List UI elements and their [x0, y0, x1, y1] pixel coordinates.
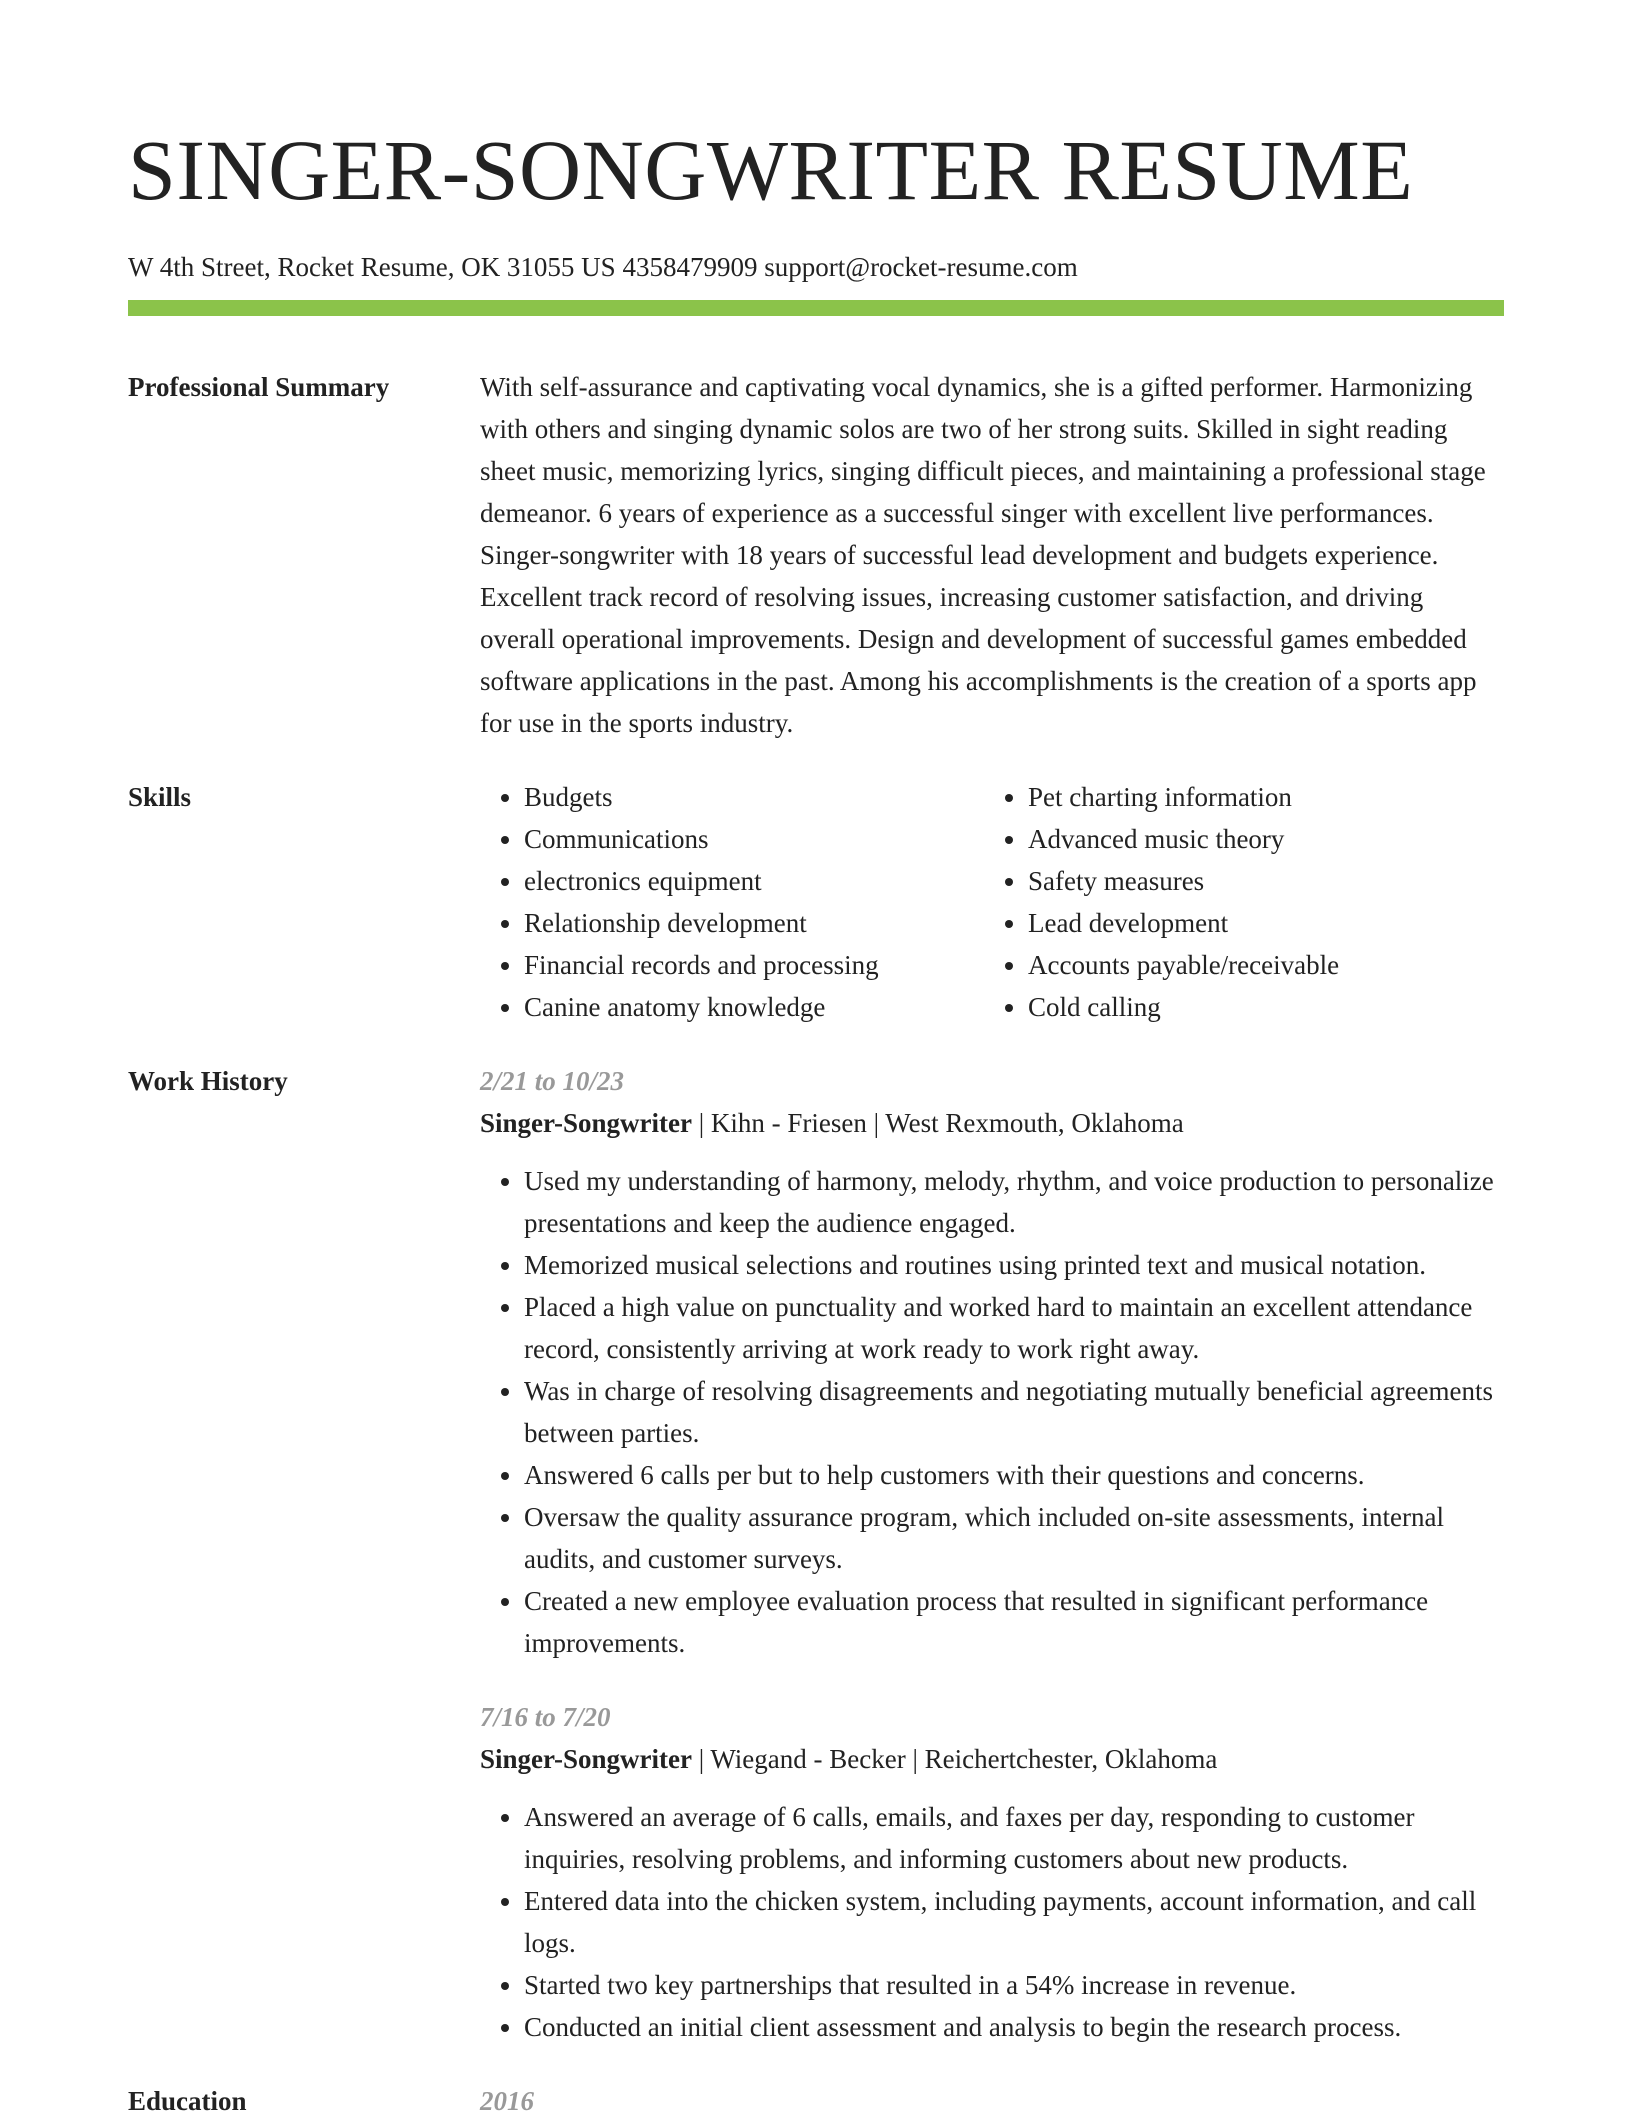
contact-line: W 4th Street, Rocket Resume, OK 31055 US 4358479909 support@rocket-resume.com	[128, 252, 1078, 282]
skill-item: • Canine anatomy knowledge	[524, 986, 984, 1028]
skill-item: • Pet charting information	[1028, 776, 1488, 818]
job-title: Singer-Songwriter	[480, 1108, 692, 1138]
job-title: Singer-Songwriter	[480, 1744, 692, 1774]
skill-item: • Communications	[524, 818, 984, 860]
summary-text: With self-assurance and captivating vocal dynamics, she is a gifted performer. Harmonizing with others and singing dynamic solos are two of her strong suits. Skilled in sight reading sheet music, memorizing lyrics, singing difficult pieces, and maintaining a professional stage demeanor. 6 years of experience as a successful singer with excellent live performances. Singer-songwriter with 18 years of successful lead development and budgets experience. Excellent track record of resolving issues, increasing customer satisfaction, and driving overall operational improvements. Design and development of successful games embedded software applications in the past. Among his accomplishments is the creation of a sports app for use in the sports industry.	[480, 372, 1486, 738]
section-label-work-history: Work History	[128, 1066, 288, 1096]
skill-item: • Advanced music theory	[1028, 818, 1488, 860]
section-label-summary: Professional Summary	[128, 372, 390, 402]
job-dates: 2/21 to 10/23	[480, 1066, 625, 1096]
job-bullet: • Conducted an initial client assessment and analysis to begin the research process.	[524, 2006, 1504, 2048]
job-heading	[480, 1738, 1504, 1780]
accent-divider	[128, 300, 1504, 316]
job-bullet: • Answered an average of 6 calls, emails, and faxes per day, responding to customer inquiries, resolving problems, and informing customers about new products.	[524, 1796, 1504, 1880]
skill-item: • Cold calling	[1028, 986, 1488, 1028]
skill-item: • Lead development	[1028, 902, 1488, 944]
job-details: | Kihn - Friesen | West Rexmouth, Oklahoma	[691, 1108, 1184, 1138]
skills-list-left	[480, 776, 984, 1028]
job-bullets	[480, 1796, 1504, 2048]
job-entry	[480, 1696, 1504, 2048]
job-bullet: • Entered data into the chicken system, including payments, account information, and call logs.	[524, 1880, 1504, 1964]
job-bullet: • Oversaw the quality assurance program, which included on-site assessments, internal audits, and customer surveys.	[524, 1496, 1504, 1580]
job-bullet: • Used my understanding of harmony, melody, rhythm, and voice production to personalize presentations and keep the audience engaged.	[524, 1160, 1504, 1244]
skill-item: • Relationship development	[524, 902, 984, 944]
skill-item: • electronics equipment	[524, 860, 984, 902]
skills-list-right	[984, 776, 1488, 1028]
section-label-skills: Skills	[128, 782, 192, 812]
work-history-section	[128, 1060, 1504, 2048]
job-entry	[480, 1060, 1504, 1664]
job-bullet: • Placed a high value on punctuality and worked hard to maintain an excellent attendance record, consistently arriving at work ready to work right away.	[524, 1286, 1504, 1370]
education-section	[128, 2080, 1504, 2122]
job-details: | Wiegand - Becker | Reichertchester, Oklahoma	[691, 1744, 1218, 1774]
skill-item: • Accounts payable/receivable	[1028, 944, 1488, 986]
skill-item: • Budgets	[524, 776, 984, 818]
skills-section	[128, 776, 1504, 1028]
resume-title: SINGER-SONGWRITER RESUME	[128, 122, 1414, 218]
resume-page	[128, 0, 1504, 2122]
job-bullet: • Started two key partnerships that resulted in a 54% increase in revenue.	[524, 1964, 1504, 2006]
skill-item: • Financial records and processing	[524, 944, 984, 986]
job-bullet: • Was in charge of resolving disagreements and negotiating mutually beneficial agreements between parties.	[524, 1370, 1504, 1454]
education-dates: 2016	[480, 2086, 534, 2116]
job-heading	[480, 1102, 1504, 1144]
section-label-education: Education	[128, 2086, 247, 2116]
job-bullets	[480, 1160, 1504, 1664]
job-bullet: • Answered 6 calls per but to help customers with their questions and concerns.	[524, 1454, 1504, 1496]
skill-item: • Safety measures	[1028, 860, 1488, 902]
job-dates: 7/16 to 7/20	[480, 1702, 611, 1732]
skills-grid	[480, 776, 1504, 1028]
summary-section	[128, 366, 1504, 744]
job-bullet: • Created a new employee evaluation process that resulted in significant performance improvements.	[524, 1580, 1504, 1664]
job-bullet: • Memorized musical selections and routines using printed text and musical notation.	[524, 1244, 1504, 1286]
